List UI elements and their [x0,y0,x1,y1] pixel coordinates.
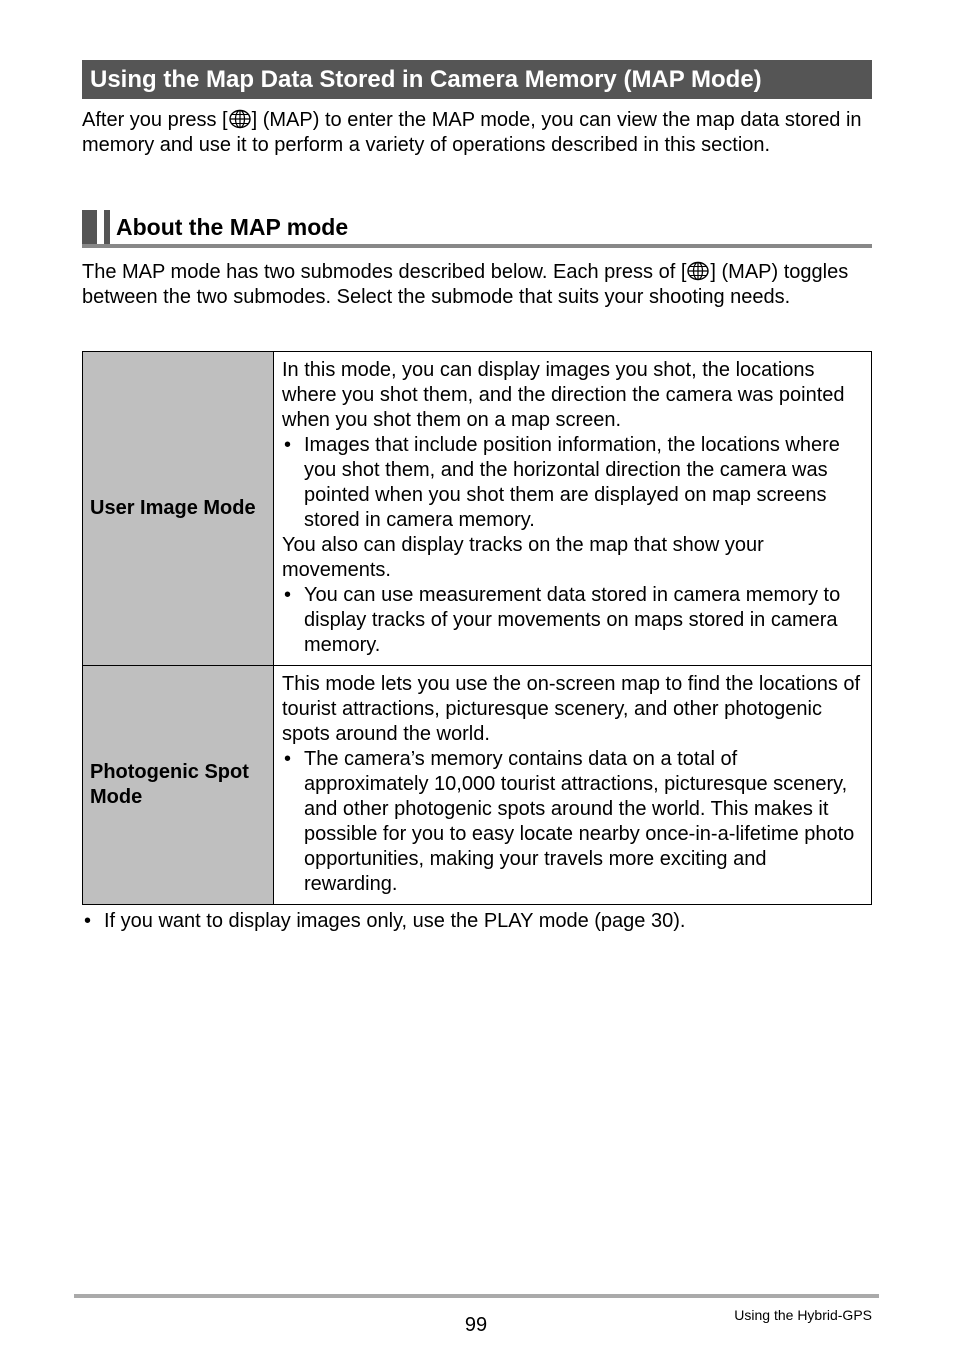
intro-text-start: After you press [ [82,109,228,131]
list-item [282,433,863,533]
intro-paragraph [82,108,872,158]
table-row [83,352,872,666]
row-description [274,666,872,905]
description-text: This mode lets you use the on-screen map to find the locations of tourist attractions, picturesque scenery, and other photogenic spots around the world. [282,673,861,745]
page-title: Using the Map Data Stored in Camera Memory (MAP Mode) [90,65,762,93]
section-title-bar [82,60,872,99]
subheading-marker [82,210,97,246]
bullet-marker: • [284,748,292,770]
globe-icon [229,109,251,129]
subheading: About the MAP mode [116,214,349,240]
row-label-photogenic-spot-mode: Photogenic Spot Mode [83,666,274,905]
note-bullet [82,909,872,934]
note-text: If you want to display images only, use the PLAY mode (page 30). [104,910,686,932]
list-item [282,747,863,897]
row-description [274,352,872,666]
bullet-text: The camera’s memory contains data on a total of approximately 10,000 tourist attractions, picturesque scenery, and other photogenic spots around the world. This makes it possible for you to easy locate nearby once-in-a-lifetime photo opportunities, making your travels more exciting and rewarding. [304,748,855,895]
subheading-block [82,210,872,249]
description-text: You also can display tracks on the map that show your movements. [282,534,764,581]
footer-divider [74,1294,879,1298]
subheading-marker-thin [104,210,110,246]
globe-icon [687,261,709,281]
modes-intro-paragraph [82,260,872,310]
submode-table [82,351,872,905]
description-text: In this mode, you can display images you shot, the locations where you shot them, and the direction the camera was pointed when you shot them on a map screen. [282,359,845,431]
bullet-marker: • [284,434,292,456]
list-item [282,583,863,658]
bullet-marker: • [84,910,92,932]
modes-intro-text-start: The MAP mode has two submodes described below. Each press of [ [82,261,687,283]
page-number: 99 [464,1314,488,1336]
subheading-underline [82,244,872,248]
bullet-text: Images that include position information, the locations where you shot them, and the horizontal direction the camera was pointed when you shot them are displayed on map screens stored in camera memory. [304,434,840,531]
row-label-user-image-mode: User Image Mode [83,352,274,666]
intro-text-end: ] (MAP) to enter the MAP mode, you can view the map data stored in memory and use it to perform a variety of operations described in this section. [82,109,862,156]
bullet-text: You can use measurement data stored in camera memory to display tracks of your movements on maps stored in camera memory. [304,584,841,656]
bullet-marker: • [284,584,292,606]
modes-intro-text-end: ] (MAP) toggles between the two submodes. Select the submode that suits your shooting needs. [82,261,849,308]
table-row [83,666,872,905]
footer-section-title: Using the Hybrid-GPS [734,1307,872,1323]
